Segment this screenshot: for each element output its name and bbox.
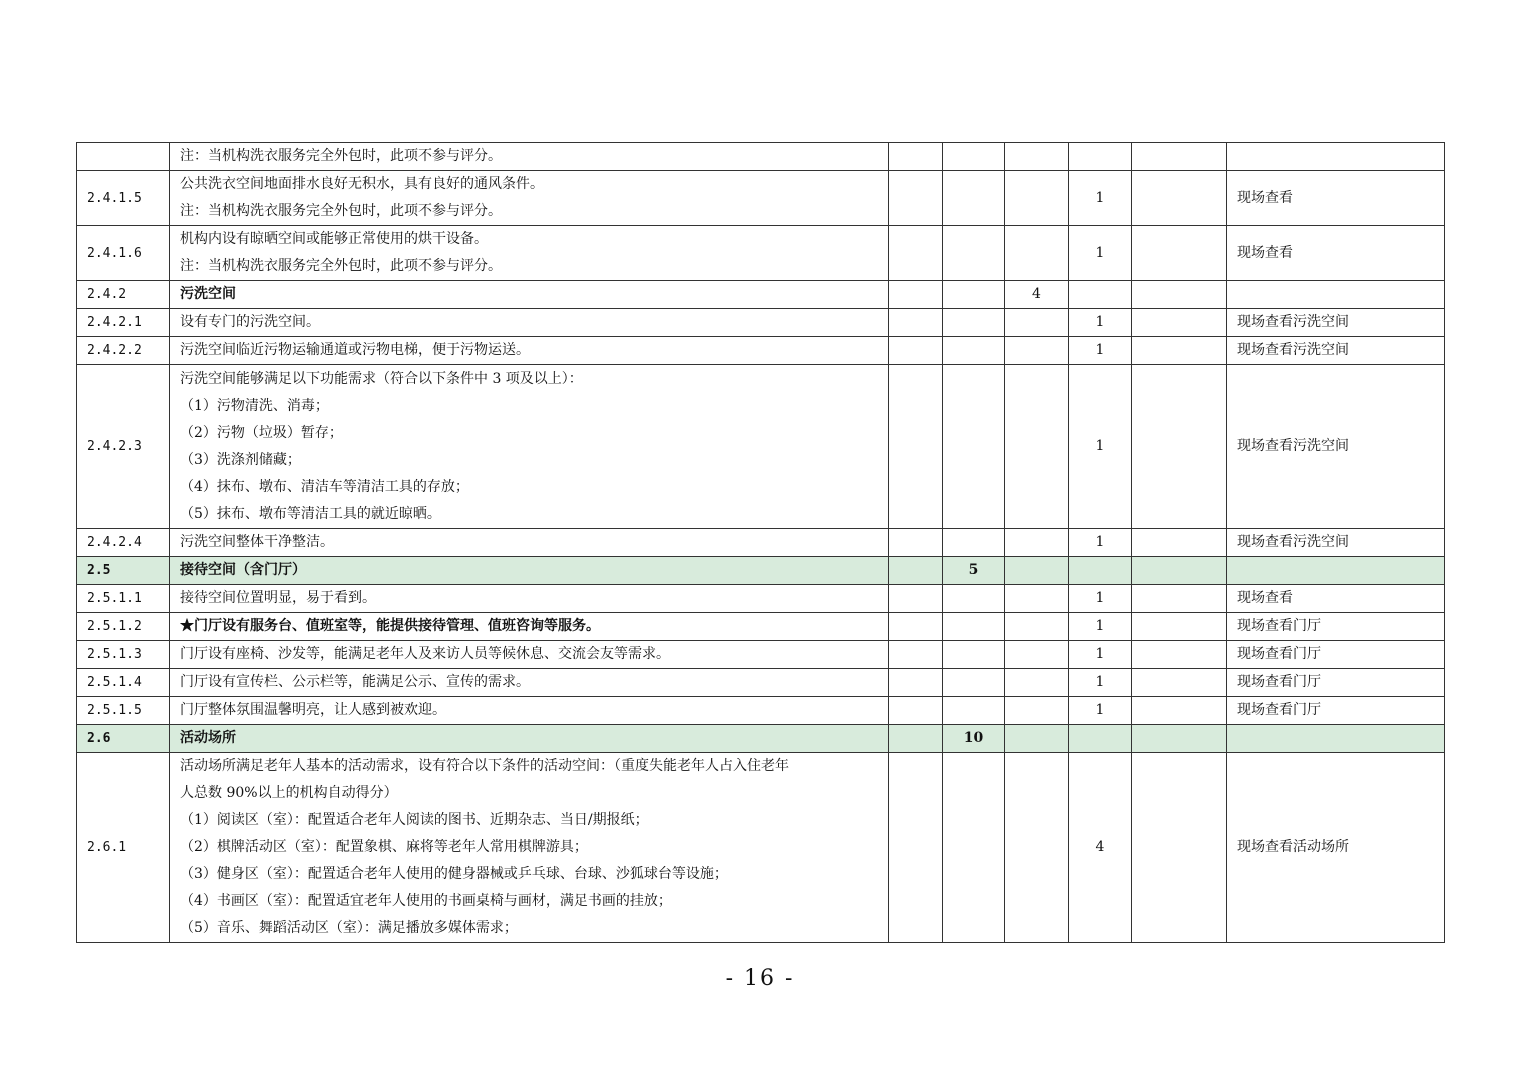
score-cell-c1 bbox=[889, 143, 943, 171]
score-cell-c2 bbox=[943, 753, 1005, 943]
description-line: （3）健身区（室）：配置适合老年人使用的健身器械或乒乓球、台球、沙狐球台等设施； bbox=[180, 866, 728, 882]
score-cell-c1 bbox=[889, 529, 943, 557]
item-description bbox=[170, 309, 889, 337]
description-line: （4）抹布、墩布、清洁车等清洁工具的存放； bbox=[180, 478, 469, 495]
score-cell-c3 bbox=[1005, 585, 1069, 613]
item-code: 2.5.1.5 bbox=[77, 697, 170, 725]
table-row bbox=[77, 753, 1445, 943]
score-cell-c5 bbox=[1132, 337, 1227, 365]
item-code: 2.4.2.1 bbox=[77, 309, 170, 337]
item-description bbox=[170, 669, 889, 697]
description-line: （4）书画区（室）：配置适宜老年人使用的书画桌椅与画材，满足书画的挂放； bbox=[180, 893, 672, 909]
score-cell-c5 bbox=[1132, 753, 1227, 943]
item-description bbox=[170, 585, 889, 613]
item-description bbox=[170, 697, 889, 725]
score-cell-c3 bbox=[1005, 365, 1069, 529]
item-code: 2.5 bbox=[77, 557, 170, 585]
description-line: （1）阅读区（室）：配置适合老年人阅读的图书、近期杂志、当日/期报纸； bbox=[180, 812, 649, 828]
table-row bbox=[77, 143, 1445, 171]
review-method: 现场查看门厅 bbox=[1227, 641, 1445, 669]
score-cell-c4: 1 bbox=[1069, 529, 1132, 557]
score-cell-c3 bbox=[1005, 226, 1069, 281]
review-method: 现场查看 bbox=[1227, 585, 1445, 613]
table-row bbox=[77, 309, 1445, 337]
score-cell-c1 bbox=[889, 613, 943, 641]
table-row bbox=[77, 281, 1445, 309]
description-line: （1）污物清洗、消毒； bbox=[180, 397, 329, 414]
item-description bbox=[170, 753, 889, 943]
review-method: 现场查看污洗空间 bbox=[1227, 309, 1445, 337]
item-code: 2.4.2.2 bbox=[77, 337, 170, 365]
score-cell-c4: 1 bbox=[1069, 365, 1132, 529]
table-row bbox=[77, 697, 1445, 725]
description-line: 污洗空间整体干净整洁。 bbox=[180, 534, 334, 550]
item-description bbox=[170, 725, 889, 753]
review-method bbox=[1227, 557, 1445, 585]
review-method: 现场查看污洗空间 bbox=[1227, 337, 1445, 365]
description-line: 注：当机构洗衣服务完全外包时，此项不参与评分。 bbox=[180, 203, 502, 219]
description-line: 活动场所满足老年人基本的活动需求，设有符合以下条件的活动空间：（重度失能老年人占入住老年 bbox=[180, 758, 789, 774]
item-code: 2.4.1.5 bbox=[77, 171, 170, 226]
review-method: 现场查看门厅 bbox=[1227, 669, 1445, 697]
score-cell-c3 bbox=[1005, 641, 1069, 669]
score-cell-c4: 1 bbox=[1069, 226, 1132, 281]
table-row bbox=[77, 725, 1445, 753]
score-cell-c2 bbox=[943, 529, 1005, 557]
score-cell-c4: 1 bbox=[1069, 337, 1132, 365]
item-code: 2.4.2 bbox=[77, 281, 170, 309]
score-cell-c5 bbox=[1132, 365, 1227, 529]
description-line: （2）污物（垃圾）暂存； bbox=[180, 424, 343, 441]
review-method: 现场查看污洗空间 bbox=[1227, 365, 1445, 529]
score-cell-c5 bbox=[1132, 171, 1227, 226]
item-code: 2.6 bbox=[77, 725, 170, 753]
description-line: 门厅整体氛围温馨明亮，让人感到被欢迎。 bbox=[180, 702, 446, 718]
score-cell-c1 bbox=[889, 725, 943, 753]
table-row bbox=[77, 171, 1445, 226]
review-method: 现场查看 bbox=[1227, 226, 1445, 281]
score-cell-c3 bbox=[1005, 309, 1069, 337]
item-description bbox=[170, 529, 889, 557]
item-description bbox=[170, 613, 889, 641]
table-row bbox=[77, 585, 1445, 613]
score-cell-c1 bbox=[889, 337, 943, 365]
table-row bbox=[77, 669, 1445, 697]
description-line: （3）洗涤剂储藏； bbox=[180, 451, 301, 468]
review-method: 现场查看污洗空间 bbox=[1227, 529, 1445, 557]
score-cell-c4: 1 bbox=[1069, 669, 1132, 697]
score-cell-c4: 1 bbox=[1069, 585, 1132, 613]
table-row bbox=[77, 557, 1445, 585]
score-cell-c1 bbox=[889, 365, 943, 529]
item-code: 2.4.2.4 bbox=[77, 529, 170, 557]
evaluation-table bbox=[76, 142, 1445, 943]
table-row bbox=[77, 529, 1445, 557]
score-cell-c5 bbox=[1132, 281, 1227, 309]
score-cell-c1 bbox=[889, 557, 943, 585]
description-line: 污洗空间 bbox=[180, 286, 236, 302]
score-cell-c4: 1 bbox=[1069, 171, 1132, 226]
description-line: 门厅设有座椅、沙发等，能满足老年人及来访人员等候休息、交流会友等需求。 bbox=[180, 646, 670, 662]
table-row bbox=[77, 226, 1445, 281]
description-line: 注：当机构洗衣服务完全外包时，此项不参与评分。 bbox=[180, 258, 502, 274]
score-cell-c4 bbox=[1069, 557, 1132, 585]
item-description bbox=[170, 143, 889, 171]
score-cell-c2 bbox=[943, 585, 1005, 613]
description-line: 设有专门的污洗空间。 bbox=[180, 314, 320, 330]
score-cell-c3 bbox=[1005, 753, 1069, 943]
description-line: （2）棋牌活动区（室）：配置象棋、麻将等老年人常用棋牌游具； bbox=[180, 839, 588, 855]
score-cell-c4: 1 bbox=[1069, 697, 1132, 725]
score-cell-c5 bbox=[1132, 641, 1227, 669]
description-line: （5）抹布、墩布等清洁工具的就近晾晒。 bbox=[180, 505, 441, 522]
table-body bbox=[77, 143, 1445, 943]
review-method: 现场查看 bbox=[1227, 171, 1445, 226]
score-cell-c1 bbox=[889, 585, 943, 613]
item-code: 2.4.1.6 bbox=[77, 226, 170, 281]
score-cell-c4: 1 bbox=[1069, 641, 1132, 669]
review-method bbox=[1227, 281, 1445, 309]
item-code: 2.4.2.3 bbox=[77, 365, 170, 529]
score-cell-c4 bbox=[1069, 143, 1132, 171]
item-code: 2.5.1.2 bbox=[77, 613, 170, 641]
score-cell-c5 bbox=[1132, 226, 1227, 281]
score-cell-c1 bbox=[889, 753, 943, 943]
score-cell-c5 bbox=[1132, 309, 1227, 337]
item-code: 2.6.1 bbox=[77, 753, 170, 943]
review-method bbox=[1227, 725, 1445, 753]
score-cell-c4: 1 bbox=[1069, 309, 1132, 337]
score-cell-c1 bbox=[889, 697, 943, 725]
score-cell-c2 bbox=[943, 697, 1005, 725]
score-cell-c3 bbox=[1005, 669, 1069, 697]
score-cell-c2 bbox=[943, 281, 1005, 309]
item-description bbox=[170, 337, 889, 365]
score-cell-c2: 10 bbox=[943, 725, 1005, 753]
score-cell-c3 bbox=[1005, 171, 1069, 226]
table-row bbox=[77, 365, 1445, 529]
description-line: 公共洗衣空间地面排水良好无积水，具有良好的通风条件。 bbox=[180, 176, 544, 192]
score-cell-c3 bbox=[1005, 143, 1069, 171]
description-line: 机构内设有晾晒空间或能够正常使用的烘干设备。 bbox=[180, 231, 488, 247]
description-line: 接待空间（含门厅） bbox=[180, 562, 306, 578]
description-line: 人总数 90%以上的机构自动得分） bbox=[180, 785, 398, 801]
score-cell-c5 bbox=[1132, 725, 1227, 753]
review-method: 现场查看活动场所 bbox=[1227, 753, 1445, 943]
item-code: 2.5.1.3 bbox=[77, 641, 170, 669]
score-cell-c1 bbox=[889, 309, 943, 337]
score-cell-c1 bbox=[889, 669, 943, 697]
review-method bbox=[1227, 143, 1445, 171]
score-cell-c1 bbox=[889, 226, 943, 281]
table-row bbox=[77, 613, 1445, 641]
description-line: （5）音乐、舞蹈活动区（室）：满足播放多媒体需求； bbox=[180, 920, 518, 936]
score-cell-c2 bbox=[943, 641, 1005, 669]
score-cell-c4: 4 bbox=[1069, 753, 1132, 943]
score-cell-c4: 1 bbox=[1069, 613, 1132, 641]
review-method: 现场查看门厅 bbox=[1227, 613, 1445, 641]
description-line: ★门厅设有服务台、值班室等，能提供接待管理、值班咨询等服务。 bbox=[180, 618, 600, 634]
score-cell-c2 bbox=[943, 337, 1005, 365]
score-cell-c1 bbox=[889, 171, 943, 226]
score-cell-c5 bbox=[1132, 143, 1227, 171]
score-cell-c3 bbox=[1005, 557, 1069, 585]
score-cell-c1 bbox=[889, 281, 943, 309]
item-description bbox=[170, 641, 889, 669]
score-cell-c3 bbox=[1005, 337, 1069, 365]
score-cell-c4 bbox=[1069, 281, 1132, 309]
score-cell-c2 bbox=[943, 309, 1005, 337]
item-description bbox=[170, 281, 889, 309]
description-line: 门厅设有宣传栏、公示栏等，能满足公示、宣传的需求。 bbox=[180, 674, 530, 690]
score-cell-c2 bbox=[943, 365, 1005, 529]
score-cell-c4 bbox=[1069, 725, 1132, 753]
review-method: 现场查看门厅 bbox=[1227, 697, 1445, 725]
score-cell-c2 bbox=[943, 171, 1005, 226]
score-cell-c1 bbox=[889, 641, 943, 669]
score-cell-c5 bbox=[1132, 669, 1227, 697]
score-cell-c2 bbox=[943, 613, 1005, 641]
description-line: 活动场所 bbox=[180, 730, 236, 746]
score-cell-c5 bbox=[1132, 529, 1227, 557]
item-description bbox=[170, 557, 889, 585]
score-cell-c5 bbox=[1132, 585, 1227, 613]
item-description bbox=[170, 171, 889, 226]
score-cell-c5 bbox=[1132, 613, 1227, 641]
item-description bbox=[170, 365, 889, 529]
score-cell-c2 bbox=[943, 669, 1005, 697]
score-cell-c2 bbox=[943, 226, 1005, 281]
item-description bbox=[170, 226, 889, 281]
item-code bbox=[77, 143, 170, 171]
table-row bbox=[77, 337, 1445, 365]
description-line: 注：当机构洗衣服务完全外包时，此项不参与评分。 bbox=[180, 148, 502, 164]
score-cell-c2: 5 bbox=[943, 557, 1005, 585]
score-cell-c5 bbox=[1132, 557, 1227, 585]
item-code: 2.5.1.4 bbox=[77, 669, 170, 697]
score-cell-c3 bbox=[1005, 613, 1069, 641]
table-row bbox=[77, 641, 1445, 669]
score-cell-c5 bbox=[1132, 697, 1227, 725]
description-line: 污洗空间临近污物运输通道或污物电梯，便于污物运送。 bbox=[180, 342, 530, 358]
description-line: 污洗空间能够满足以下功能需求（符合以下条件中 3 项及以上）： bbox=[180, 370, 583, 387]
score-cell-c3: 4 bbox=[1005, 281, 1069, 309]
score-cell-c3 bbox=[1005, 529, 1069, 557]
score-cell-c3 bbox=[1005, 697, 1069, 725]
score-cell-c2 bbox=[943, 143, 1005, 171]
item-code: 2.5.1.1 bbox=[77, 585, 170, 613]
description-line: 接待空间位置明显，易于看到。 bbox=[180, 590, 376, 606]
score-cell-c3 bbox=[1005, 725, 1069, 753]
page-number: - 16 - bbox=[725, 966, 795, 991]
